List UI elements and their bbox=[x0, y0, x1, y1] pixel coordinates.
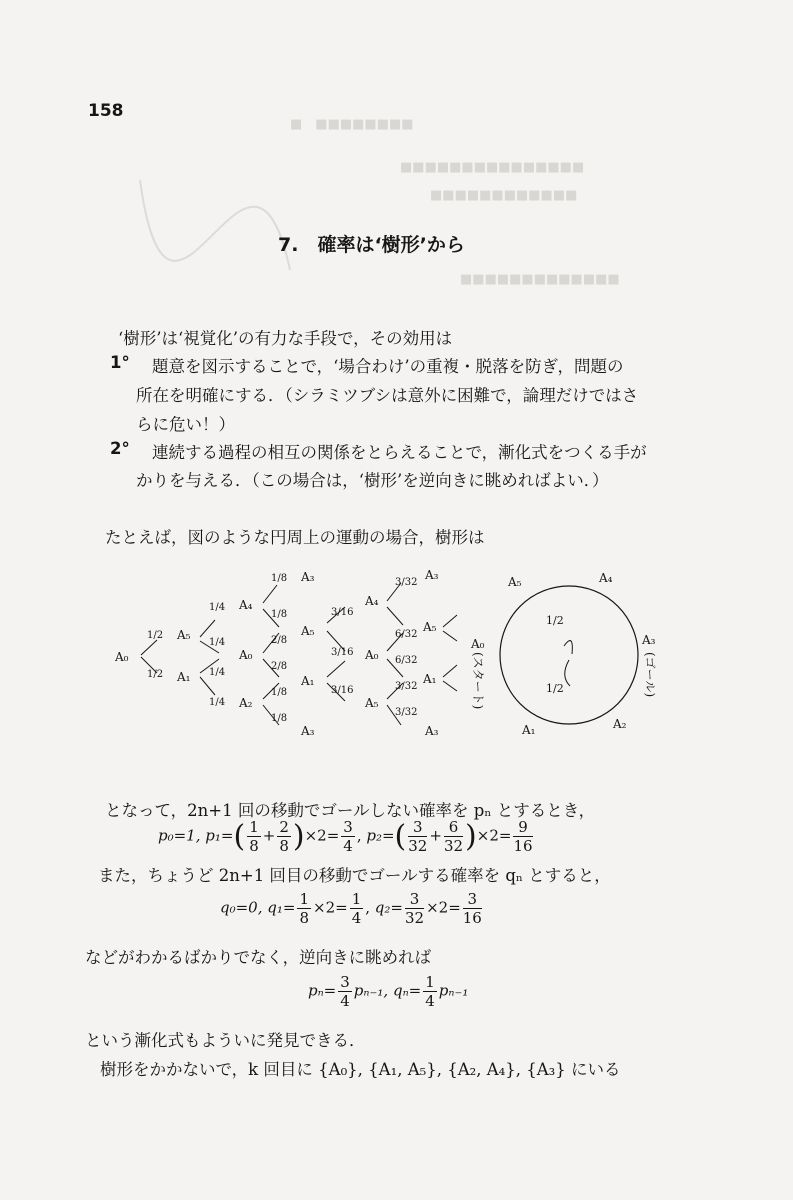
branch-probability: 1/2 bbox=[147, 669, 164, 680]
fraction: $\frac{1}{4}$ bbox=[425, 973, 435, 1010]
tree-node: A₁ bbox=[423, 672, 437, 686]
section-title: 7. 確率は‘樹形’から bbox=[278, 234, 465, 256]
circle-point-label: A₃ bbox=[642, 633, 656, 647]
branch-probability: 2/8 bbox=[271, 661, 288, 672]
circle-diagram bbox=[466, 568, 666, 748]
branch-probability: 3/16 bbox=[331, 647, 354, 658]
branch-probability: 1/4 bbox=[209, 602, 226, 613]
tree-node: A₃ bbox=[425, 724, 439, 738]
branch-probability: 1/4 bbox=[209, 637, 226, 648]
fraction: $\frac{1}{8}$ bbox=[299, 890, 310, 927]
branch-probability: 1/4 bbox=[209, 667, 226, 678]
branch-probability: 1/8 bbox=[271, 687, 288, 698]
math-term: pₙ= bbox=[308, 981, 337, 1000]
fraction: $\frac{3}{16}$ bbox=[462, 890, 482, 927]
branch-probability: 1/8 bbox=[271, 573, 288, 584]
tree-node: A₁ bbox=[177, 670, 191, 684]
item-text-line: 連続する過程の相互の関係をとらえることで，漸化式をつくる手が bbox=[152, 443, 647, 462]
fraction: $\frac{2}{8}$ bbox=[279, 818, 289, 855]
equation-p: p₀=1, p₁=( $\frac{1}{8}$ + $\frac{2}{8}$ )×2= $\frac{3}{4}$ , p₂=( $\frac{3}{32}$ + $\frac{6}{32}$ )×2= $\frac{9}{16}$ bbox=[158, 818, 533, 855]
bleed-through-text: ■ ■■■■■■■■ bbox=[290, 117, 414, 132]
item-marker: 1° bbox=[110, 353, 130, 372]
math-term: q₂= bbox=[374, 898, 403, 917]
branch-probability: 1/8 bbox=[271, 713, 288, 724]
branch-probability: 3/32 bbox=[395, 577, 418, 588]
circle-point-label: A₁ bbox=[522, 723, 536, 737]
tree-node: A₁ bbox=[301, 674, 315, 688]
circle-probability: 1/2 bbox=[546, 614, 564, 627]
tree-node: A₄ bbox=[239, 598, 253, 612]
branch-probability: 3/16 bbox=[331, 685, 354, 696]
bleed-through-text: ■■■■■■■■■■■■■■■ bbox=[400, 160, 585, 175]
recurrence-equation bbox=[308, 973, 468, 1010]
math-term: q₁= bbox=[267, 898, 296, 917]
branch-probability: 1/8 bbox=[271, 609, 288, 620]
fraction: $\frac{1}{4}$ bbox=[351, 890, 362, 927]
branch-probability: 3/32 bbox=[395, 707, 418, 718]
branch-probability: 3/32 bbox=[395, 681, 418, 692]
item-marker: 2° bbox=[110, 439, 130, 458]
branch-probability: 3/16 bbox=[331, 607, 354, 618]
tree-node: A₄ bbox=[365, 594, 379, 608]
math-term: q₀=0, bbox=[220, 898, 263, 917]
math-op: ×2= bbox=[313, 898, 348, 917]
bleed-through-text: ■■■■■■■■■■■■■ bbox=[460, 272, 620, 287]
fraction: $\frac{3}{4}$ bbox=[340, 973, 350, 1010]
tree-node: A₅ bbox=[423, 620, 437, 634]
circle-point-label: A₅ bbox=[508, 575, 522, 589]
text-paragraph: となって，2n+1 回の移動でゴールしない確率を pₙ とするとき， bbox=[105, 801, 596, 820]
tree-node: A₂ bbox=[239, 696, 253, 710]
fraction: $\frac{1}{8}$ bbox=[249, 818, 259, 855]
math-op: ×2= bbox=[476, 826, 512, 845]
branch-probability: 1/4 bbox=[209, 697, 226, 708]
math-term: p₀=1, bbox=[158, 826, 201, 845]
example-line: たとえば，図のような円周上の運動の場合，樹形は bbox=[105, 528, 485, 547]
branch-probability: 6/32 bbox=[395, 655, 418, 666]
tree-node: A₅ bbox=[177, 628, 191, 642]
item-text-line: 所在を明確にする．（シラミツブシは意外に困難で，論理だけではさ bbox=[136, 386, 639, 405]
tree-node: A₀ bbox=[365, 648, 379, 662]
tree-node: A₀ bbox=[115, 650, 129, 664]
tree-node: A₅ bbox=[365, 696, 379, 710]
item-text-line: 題意を図示することで，‘場合わけ’の重複・脱落を防ぎ，問題の bbox=[152, 357, 624, 376]
branch-probability: 1/2 bbox=[147, 630, 164, 641]
fraction: $\frac{6}{32}$ bbox=[443, 818, 464, 855]
circle-point-label: A₂ bbox=[613, 717, 627, 731]
circle-point-label: A₄ bbox=[599, 571, 613, 585]
math-term: pₙ₋₁, bbox=[353, 981, 389, 1000]
circle-probability: 1/2 bbox=[546, 682, 564, 695]
tree-node: A₅ bbox=[301, 624, 315, 638]
math-term: p₁= bbox=[205, 826, 234, 845]
item-text-line: かりを与える．（この場合は，‘樹形’を逆向きに眺めればよい．） bbox=[136, 471, 609, 490]
bleed-through-text: ■■■■■■■■■■■■ bbox=[430, 188, 578, 203]
intro-line: ‘樹形’は‘視覚化’の有力な手段で，その効用は bbox=[118, 329, 453, 348]
page-number: 158 bbox=[88, 101, 124, 121]
branch-probability: 2/8 bbox=[271, 635, 288, 646]
equation-q: q₀=0, q₁= $\frac{1}{8}$ ×2= $\frac{1}{4}$ , q₂= $\frac{3}{32}$ ×2= $\frac{3}{16}$ bbox=[220, 890, 482, 927]
fraction: $\frac{3}{4}$ bbox=[343, 818, 353, 855]
math-op: ×2= bbox=[304, 826, 340, 845]
tree-node: A₃ bbox=[301, 570, 315, 584]
math-op: ×2= bbox=[426, 898, 461, 917]
text-paragraph: などがわかるばかりでなく，逆向きに眺めれば bbox=[85, 948, 432, 967]
fraction: $\frac{9}{16}$ bbox=[513, 818, 533, 855]
tree-node: A₀ bbox=[239, 648, 253, 662]
math-term: p₂= bbox=[366, 826, 395, 845]
text-paragraph: 樹形をかかないで，k 回目に {A₀}, {A₁, A₅}, {A₂, A₄}, {A₃} にいる bbox=[100, 1060, 621, 1079]
tree-node: A₃ bbox=[425, 568, 439, 582]
text-paragraph: という漸化式もよういに発見できる． bbox=[85, 1031, 366, 1050]
fraction: $\frac{3}{32}$ bbox=[408, 818, 428, 855]
circle-point-label: A₀ bbox=[471, 637, 485, 651]
tree-node: A₃ bbox=[301, 724, 315, 738]
fraction: $\frac{3}{32}$ bbox=[404, 890, 425, 927]
start-label: (スタート) bbox=[471, 652, 485, 710]
text-paragraph: また，ちょうど 2n+1 回目の移動でゴールする確率を qₙ とすると， bbox=[98, 866, 611, 885]
goal-label: (ゴール) bbox=[643, 652, 657, 698]
item-text-line: らに危い！） bbox=[136, 415, 235, 434]
math-term: pₙ₋₁ bbox=[438, 981, 469, 1000]
branch-probability: 6/32 bbox=[395, 629, 418, 640]
math-term: qₙ= bbox=[392, 981, 422, 1000]
tree-diagram bbox=[105, 565, 475, 745]
